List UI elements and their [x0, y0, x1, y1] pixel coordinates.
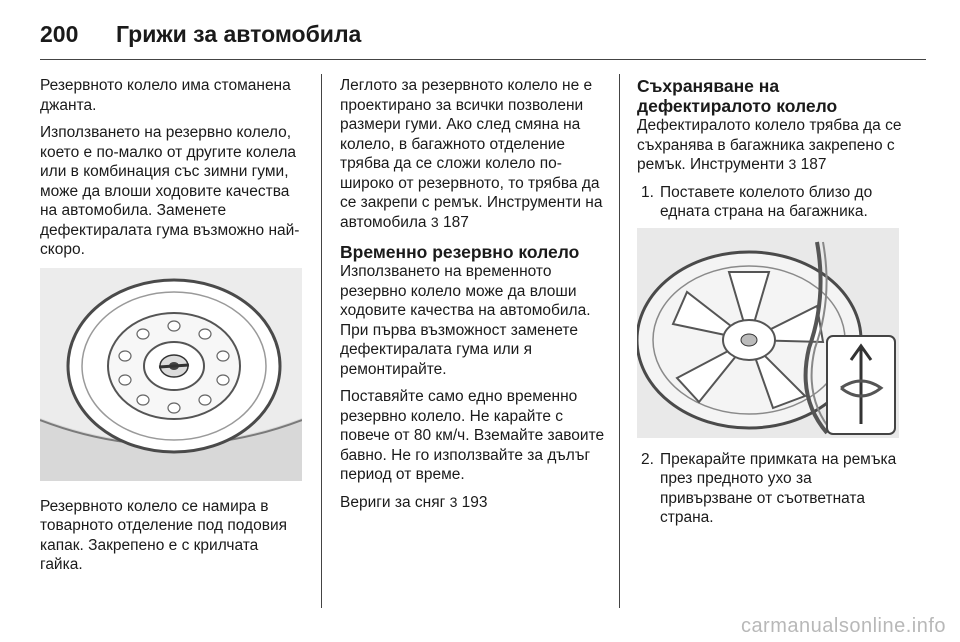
step-item: 2. Прекарайте примката на ремъка през предното ухо за привързване от съответната страна.: [641, 450, 897, 526]
steps-list-part-1: [637, 183, 905, 222]
column-divider-1: [321, 74, 322, 608]
page-title: Грижи за автомобила: [116, 20, 362, 47]
wheel-strap-drawing: [637, 228, 899, 438]
section-heading-storing-damaged-wheel: Съхраняване на дефектиралото колело: [637, 76, 838, 116]
reference-arrow-icon: 3: [430, 213, 439, 230]
column-2: [340, 76, 608, 520]
step-item: 1. Поставете колелото близо до едната страна на багажника.: [641, 183, 873, 220]
section-heading-temporary-spare: Временно резервно колело: [340, 242, 580, 262]
link-snow-chains[interactable]: Вериги за сняг 3 193: [340, 493, 488, 511]
column-3: [637, 76, 905, 534]
link-vehicle-tools[interactable]: Инструменти на автомобила 3 187: [340, 194, 603, 231]
col2-paragraph-1: Леглото за резервното колело не е проектирано за всички позволени размери гуми. Ако след смяна на колело, в багажното отделение трябва да се сложи колело по-широко от резервното, то трябва да се закрепи с ремък. Инструменти на автомобила 3 187: [340, 77, 603, 231]
column-divider-2: [619, 74, 620, 608]
col1-caption: Резервното колело се намира в товарното отделение под подовия капак. Закрепено е с крилчата гайка.: [40, 497, 288, 573]
column-1: [40, 76, 305, 583]
page-number: 200: [40, 20, 79, 47]
watermark: carmanualsonline.info: [740, 615, 946, 637]
wheel-strap-illustration: [637, 228, 899, 438]
header-rule: [40, 59, 926, 60]
col3-intro: Дефектиралото колело трябва да се съхранява в багажника закрепено с ремък. Инструменти 3 187: [637, 117, 902, 173]
col2-paragraph-2: Използването на временното резервно колело може да влоши ходовите качества на автомобила. При първа възможност заменете дефектиралата гума или я ремонтирайте.: [340, 263, 591, 378]
reference-arrow-icon: 3: [788, 156, 797, 172]
col1-paragraph-2: Използването на резервно колело, което е по-малко от другите колела или в комбинация със зимни гуми, може да влоши ходовите качества на автомобила. Заменете дефектиралата гума възможно най-скоро.: [40, 124, 300, 258]
reference-arrow-icon: 3: [449, 493, 458, 510]
col2-paragraph-3: Поставяйте само едно временно резервно колело. Не карайте с повече от 80 км/ч. Вземайте завоите бавно. Не го използвайте за дълъг период от време.: [340, 388, 605, 483]
steps-list-part-2: [637, 450, 905, 528]
page-header: [40, 14, 361, 54]
link-tools[interactable]: 3 187: [788, 156, 827, 173]
spare-wheel-illustration: [40, 268, 302, 481]
col1-paragraph-1: Резервното колело има стоманена джанта.: [40, 77, 291, 114]
spare-wheel-drawing: [40, 268, 302, 481]
